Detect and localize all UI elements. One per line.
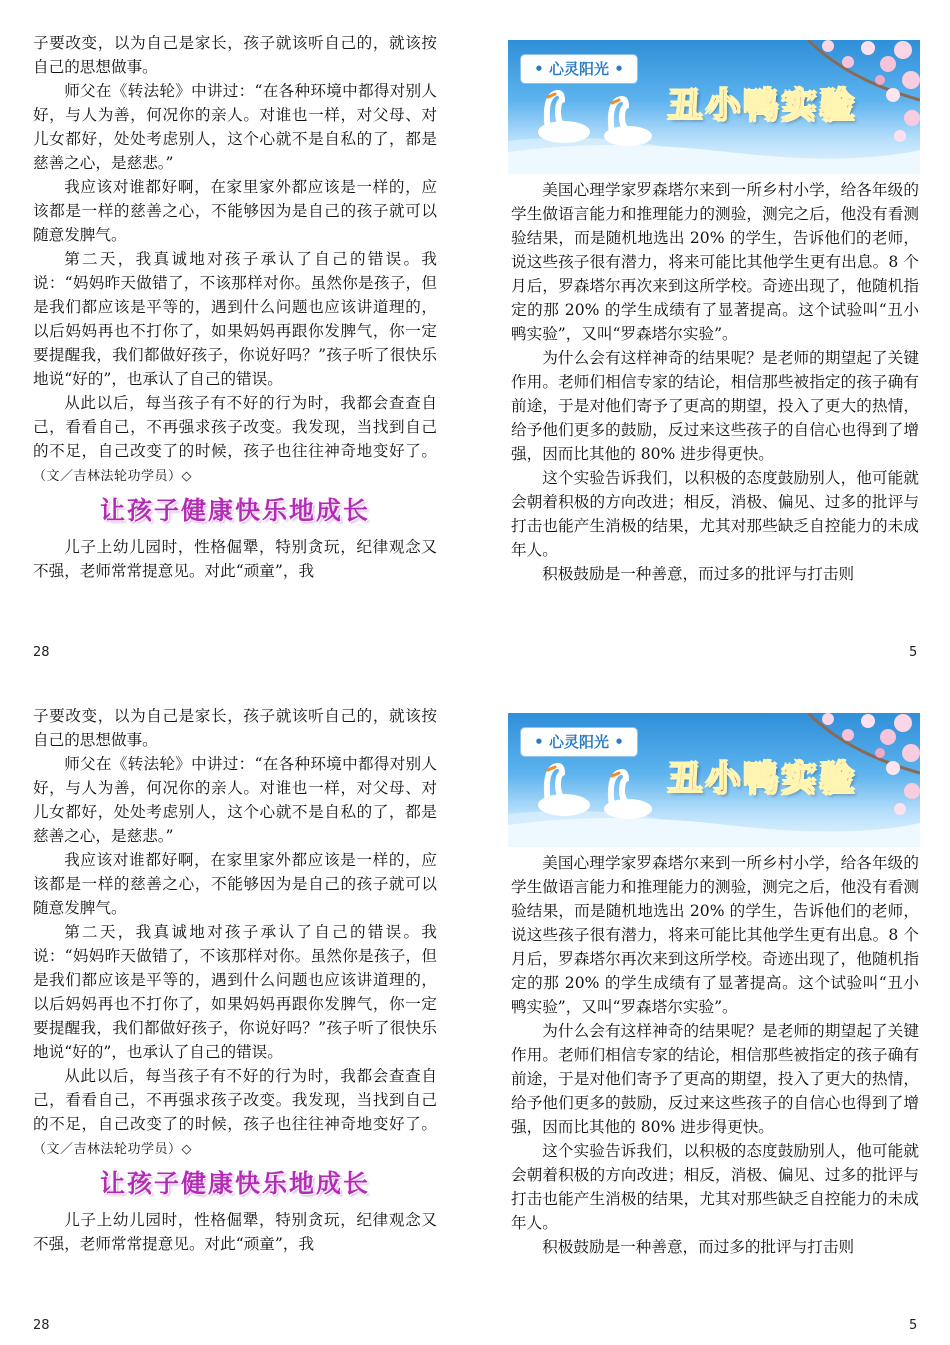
paragraph: [33, 391, 437, 489]
swan-icon: [538, 93, 590, 143]
column-tag-label: 心灵阳光: [548, 733, 609, 751]
paragraph-text: 从此以后，每当孩子有不好的行为时，我都会查查自己，看看自己，不再强求孩子改变。我发现，当找到自己的不足，自己改变了的时候，孩子也往往神奇地变好了。: [33, 1067, 437, 1133]
paragraph: 第二天，我真诚地对孩子承认了自己的错误。我说：“妈妈昨天做错了，不该那样对你。虽然你是孩子，但是我们都应该是平等的，遇到什么问题也应该讲道理的，以后妈妈再也不打你了，如果妈妈再跟你发脾气，你一定要提醒我，我们都做好孩子，你说好吗？”孩子听了很快乐地说“好的”，也承认了自己的错误。: [33, 923, 437, 1061]
paragraph: 我应该对谁都好啊，在家里家外都应该是一样的，应该都是一样的慈善之心，不能够因为是自己的孩子就可以随意发脾气。: [33, 178, 437, 244]
article-banner: [508, 713, 920, 847]
column-tag: • 心灵阳光 •: [520, 727, 638, 757]
paragraph: 师父在《转法轮》中讲过：“在各种环境中都得对别人好，与人为善，何况你的亲人。对谁也一样，对父母、对儿女都好，处处考虑别人，这个心就不是自私的了，都是慈善之心，是慈悲。”: [33, 82, 437, 172]
paragraph: [33, 1064, 437, 1162]
swan-icon: [538, 766, 590, 816]
paragraph: 积极鼓励是一种善意，而过多的批评与打击则: [542, 565, 855, 583]
right-page-column: [511, 851, 919, 1259]
page-spread: [0, 0, 950, 672]
paragraph: 美国心理学家罗森塔尔来到一所乡村小学，给各年级的学生做语言能力和推理能力的测验，测完之后，他没有看测验结果，而是随机地选出 20% 的学生，告诉他们的老师，说这些孩子很有潜力，将来可能比其他学生更有出息。8 个月后，罗森塔尔再次来到这所学校。奇迹出现了，他随机指定的那 20% 的学生成绩有了显著提高。这个试验叫“丑小鸭实验”，又叫“罗森塔尔实验”。: [511, 854, 919, 1016]
paragraph: 子要改变，以为自己是家长，孩子就该听自己的，就该按自己的思想做事。: [33, 34, 437, 76]
article-heading: 让孩子健康快乐地成长: [99, 496, 370, 525]
page-number-left: 28: [33, 645, 50, 660]
swan-icon: [604, 99, 652, 146]
column-tag: • 心灵阳光 •: [520, 54, 638, 84]
paragraph: 子要改变，以为自己是家长，孩子就该听自己的，就该按自己的思想做事。: [33, 707, 437, 749]
paragraph: 这个实验告诉我们，以积极的态度鼓励别人，他可能就会朝着积极的方向改进；相反，消极、偏见、过多的批评与打击也能产生消极的结果，尤其对那些缺乏自控能力的未成年人。: [511, 1142, 919, 1232]
page-number-right: 5: [909, 645, 918, 660]
page-number-left: 28: [33, 1318, 50, 1333]
page-number-right: 5: [909, 1318, 918, 1333]
article-heading: 让孩子健康快乐地成长: [99, 1169, 370, 1198]
paragraph: 美国心理学家罗森塔尔来到一所乡村小学，给各年级的学生做语言能力和推理能力的测验，测完之后，他没有看测验结果，而是随机地选出 20% 的学生，告诉他们的老师，说这些孩子很有潜力，将来可能比其他学生更有出息。8 个月后，罗森塔尔再次来到这所学校。奇迹出现了，他随机指定的那 20% 的学生成绩有了显著提高。这个试验叫“丑小鸭实验”，又叫“罗森塔尔实验”。: [511, 181, 919, 343]
article-title: 丑小鸭实验: [668, 759, 858, 799]
paragraph: 儿子上幼儿园时，性格倔犟，特别贪玩，纪律观念又不强，老师常常提意见。对此“顽童”，我: [33, 538, 437, 580]
left-page-column: [33, 704, 437, 1256]
article-banner: [508, 40, 920, 174]
paragraph: 为什么会有这样神奇的结果呢？是老师的期望起了关键作用。老师们相信专家的结论，相信那些被指定的孩子确有前途，于是对他们寄予了更高的期望，投入了更大的热情，给予他们更多的鼓励，反过来这些孩子的自信心也得到了增强，因而比其他的 80% 进步得更快。: [511, 349, 919, 463]
paragraph: 我应该对谁都好啊，在家里家外都应该是一样的，应该都是一样的慈善之心，不能够因为是自己的孩子就可以随意发脾气。: [33, 851, 437, 917]
paragraph: 儿子上幼儿园时，性格倔犟，特别贪玩，纪律观念又不强，老师常常提意见。对此“顽童”，我: [33, 1211, 437, 1253]
column-tag-label: 心灵阳光: [548, 60, 609, 78]
author-signature: （文／吉林法轮功学员）◇: [33, 1142, 192, 1157]
paragraph: 这个实验告诉我们，以积极的态度鼓励别人，他可能就会朝着积极的方向改进；相反，消极、偏见、过多的批评与打击也能产生消极的结果，尤其对那些缺乏自控能力的未成年人。: [511, 469, 919, 559]
author-signature: （文／吉林法轮功学员）◇: [33, 469, 192, 484]
right-page-column: [511, 178, 919, 586]
article-title: 丑小鸭实验: [668, 86, 858, 126]
paragraph: 第二天，我真诚地对孩子承认了自己的错误。我说：“妈妈昨天做错了，不该那样对你。虽然你是孩子，但是我们都应该是平等的，遇到什么问题也应该讲道理的，以后妈妈再也不打你了，如果妈妈再跟你发脾气，你一定要提醒我，我们都做好孩子，你说好吗？”孩子听了很快乐地说“好的”，也承认了自己的错误。: [33, 250, 437, 388]
paragraph-text: 从此以后，每当孩子有不好的行为时，我都会查查自己，看看自己，不再强求孩子改变。我发现，当找到自己的不足，自己改变了的时候，孩子也往往神奇地变好了。: [33, 394, 437, 460]
left-page-column: [33, 31, 437, 583]
paragraph: 为什么会有这样神奇的结果呢？是老师的期望起了关键作用。老师们相信专家的结论，相信那些被指定的孩子确有前途，于是对他们寄予了更高的期望，投入了更大的热情，给予他们更多的鼓励，反过来这些孩子的自信心也得到了增强，因而比其他的 80% 进步得更快。: [511, 1022, 919, 1136]
paragraph: 积极鼓励是一种善意，而过多的批评与打击则: [542, 1238, 855, 1256]
paragraph: 师父在《转法轮》中讲过：“在各种环境中都得对别人好，与人为善，何况你的亲人。对谁也一样，对父母、对儿女都好，处处考虑别人，这个心就不是自私的了，都是慈善之心，是慈悲。”: [33, 755, 437, 845]
swan-icon: [604, 772, 652, 819]
page-spread: [0, 673, 950, 1345]
